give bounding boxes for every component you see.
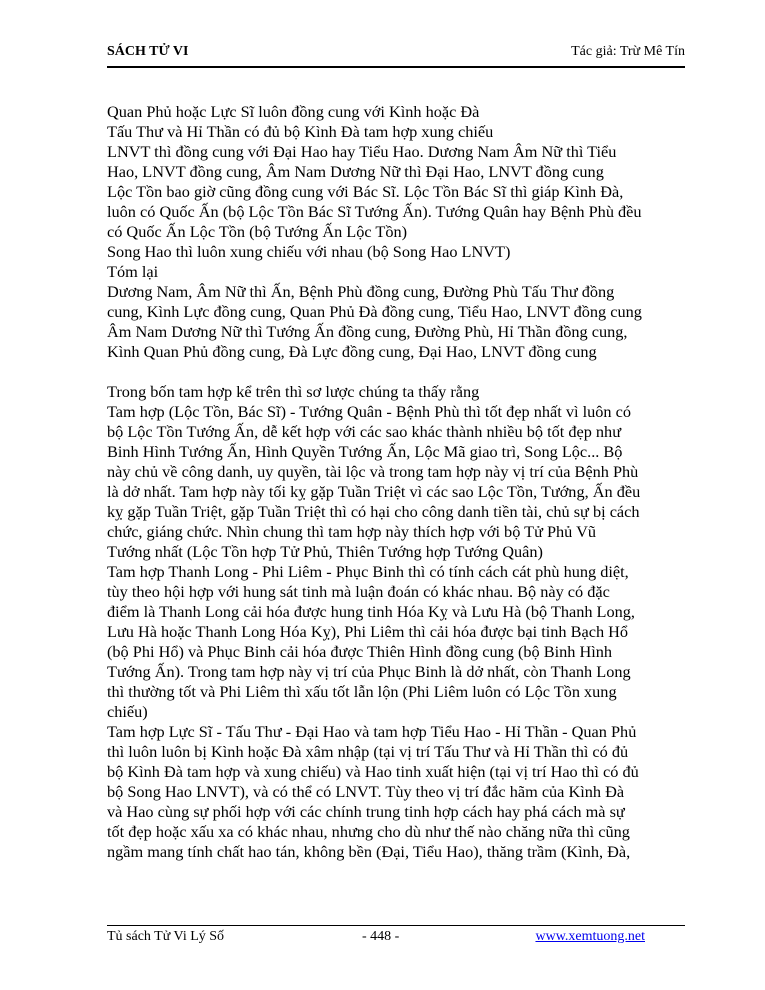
website-link[interactable]: www.xemtuong.net	[535, 929, 645, 944]
text-line: tùy theo hội hợp với hung sát tinh mà luận đoán có khác nhau. Bộ này có đặc	[107, 582, 610, 601]
text-line: chức, giáng chức. Nhìn chung thì tam hợp này thích hợp với bộ Tử Phủ Vũ	[107, 522, 596, 541]
text-line: tốt đẹp hoặc xấu xa có khác nhau, nhưng cho dù như thế nào chăng nữa thì cũng	[107, 822, 630, 841]
text-line: Dương Nam, Âm Nữ thì Ấn, Bệnh Phù đồng cung, Đường Phù Tấu Thư đồng	[107, 282, 615, 301]
blank-line	[107, 362, 685, 382]
text-line: thì luôn luôn bị Kình hoặc Đà xâm nhập (tại vị trí Tấu Thư và Hỉ Thần thì có đủ	[107, 742, 629, 761]
text-line: chiếu)	[107, 702, 148, 721]
text-line: Hao, LNVT đồng cung, Âm Nam Dương Nữ thì Đại Hao, LNVT đồng cung	[107, 162, 604, 181]
text-line: Trong bốn tam hợp kể trên thì sơ lược chúng ta thấy rằng	[107, 382, 480, 401]
text-line: LNVT thì đồng cung với Đại Hao hay Tiểu Hao. Dương Nam Âm Nữ thì Tiểu	[107, 142, 617, 161]
text-line: bộ Song Hao LNVT), và có thể có LNVT. Tùy theo vị trí đắc hãm của Kình Đà	[107, 782, 625, 801]
text-line: (bộ Phi Hổ) và Phục Binh cải hóa được Thiên Hình đồng cung (bộ Binh Hình	[107, 642, 613, 661]
text-line: Tam hợp Lực Sĩ - Tấu Thư - Đại Hao và tam hợp Tiểu Hao - Hỉ Thần - Quan Phủ	[107, 722, 637, 741]
book-title: SÁCH TỬ VI	[107, 44, 189, 59]
page-body	[107, 102, 685, 862]
author-label: Tác giả: Trừ Mê Tín	[571, 44, 685, 59]
text-line: ngầm mang tính chất hao tán, không bền (Đại, Tiểu Hao), thăng trầm (Kình, Đà,	[107, 842, 631, 861]
text-line: Kình Quan Phủ đồng cung, Đà Lực đồng cung, Đại Hao, LNVT đồng cung	[107, 342, 597, 361]
text-line: Tướng Ấn). Trong tam hợp này vị trí của Phục Binh là dở nhất, còn Thanh Long	[107, 662, 631, 681]
text-line: Quan Phủ hoặc Lực Sĩ luôn đồng cung với Kình hoặc Đà	[107, 102, 480, 121]
text-line: kỵ gặp Tuần Triệt, gặp Tuần Triệt thì có hại cho công danh tiền tài, chủ sự bị cách	[107, 502, 640, 521]
text-line: có Quốc Ấn Lộc Tồn (bộ Tướng Ấn Lộc Tồn)	[107, 222, 408, 241]
text-line: Lộc Tồn bao giờ cũng đồng cung với Bác Sĩ. Lộc Tồn Bác Sĩ thì giáp Kình Đà,	[107, 182, 624, 201]
text-line: Tam hợp Thanh Long - Phi Liêm - Phục Binh thì có tính cách cát phù hung diệt,	[107, 562, 629, 581]
text-line: Tấu Thư và Hỉ Thần có đủ bộ Kình Đà tam hợp xung chiếu	[107, 122, 494, 141]
page-header	[107, 44, 685, 66]
text-line: Tướng nhất (Lộc Tồn hợp Tử Phủ, Thiên Tướng hợp Tướng Quân)	[107, 542, 543, 561]
text-line: Tam hợp (Lộc Tồn, Bác Sĩ) - Tướng Quân - Bệnh Phù thì tốt đẹp nhất vì luôn có	[107, 402, 631, 421]
text-line: và Hao cùng sự phối hợp với các chính trung tinh hợp cách hay phá cách mà sự	[107, 802, 625, 821]
series-name: Tủ sách Tử Vi Lý Số	[107, 929, 225, 944]
text-line: Binh Hình Tướng Ấn, Hình Quyền Tướng Ấn, Lộc Mã giao trì, Song Lộc... Bộ	[107, 442, 623, 461]
page-footer	[107, 929, 685, 949]
text-line: luôn có Quốc Ấn (bộ Lộc Tồn Bác Sĩ Tướng Ấn). Tướng Quân hay Bệnh Phù đều	[107, 202, 642, 221]
footer-divider	[107, 925, 685, 926]
header-divider	[107, 66, 685, 68]
text-line: điểm là Thanh Long cải hóa được hung tinh Hóa Kỵ và Lưu Hà (bộ Thanh Long,	[107, 602, 635, 621]
text-line: bộ Lộc Tồn Tướng Ấn, dễ kết hợp với các sao khác thành nhiều bộ tốt đẹp như	[107, 422, 622, 441]
text-line: bộ Kình Đà tam hợp và xung chiếu) và Hao tinh xuất hiện (tại vị trí Hao thì có đủ	[107, 762, 639, 781]
text-line: thì thường tốt và Phi Liêm thì xấu tốt lẫn lộn (Phi Liêm luôn có Lộc Tồn xung	[107, 682, 617, 701]
text-line: này chủ về công danh, uy quyền, tài lộc và trong tam hợp này vị trí của Bệnh Phù	[107, 462, 639, 481]
text-line: Âm Nam Dương Nữ thì Tướng Ấn đồng cung, Đường Phù, Hỉ Thần đồng cung,	[107, 322, 628, 341]
text-line: Song Hao thì luôn xung chiếu với nhau (bộ Song Hao LNVT)	[107, 242, 511, 261]
page-number: - 448 -	[362, 929, 400, 944]
text-line: là dở nhất. Tam hợp này tối kỵ gặp Tuần Triệt vì các sao Lộc Tồn, Tướng, Ấn đều	[107, 482, 641, 501]
text-line: Tóm lại	[107, 262, 159, 281]
text-line: cung, Kình Lực đồng cung, Quan Phủ Đà đồng cung, Tiểu Hao, LNVT đồng cung	[107, 302, 642, 321]
text-line: Lưu Hà hoặc Thanh Long Hóa Kỵ), Phi Liêm thì cải hóa được bại tinh Bạch Hổ	[107, 622, 629, 641]
